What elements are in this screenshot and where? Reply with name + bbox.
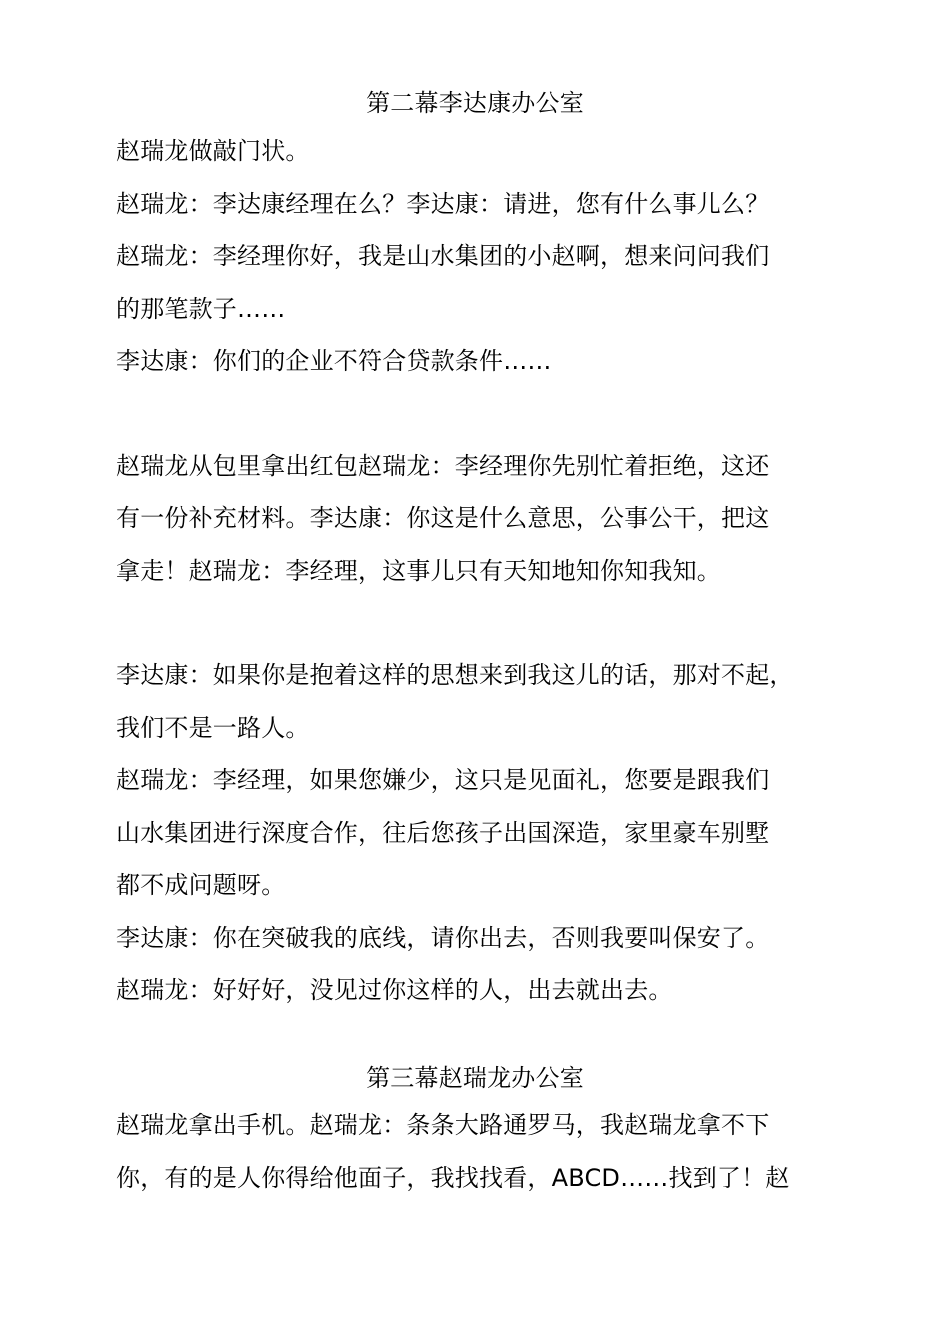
- script-line: 拿走！赵瑞龙：李经理，这事儿只有天知地知你知我知。: [116, 557, 721, 585]
- script-line: 你，有的是人你得给他面子，我找找看，ABCD……找到了！赵: [116, 1164, 790, 1192]
- script-line: 赵瑞龙做敲门状。: [116, 137, 310, 165]
- script-line: 赵瑞龙：李经理，如果您嫌少，这只是见面礼，您要是跟我们: [116, 766, 770, 794]
- script-line: 赵瑞龙：好好好，没见过你这样的人，出去就出去。: [116, 976, 673, 1004]
- scene-3-heading: 第三幕赵瑞龙办公室: [366, 1064, 584, 1092]
- script-line: 李达康：如果你是抱着这样的思想来到我这儿的话，那对不起，: [116, 661, 794, 689]
- script-line: 赵瑞龙从包里拿出红包赵瑞龙：李经理你先别忙着拒绝，这还: [116, 452, 770, 480]
- script-line: 李达康：你在突破我的底线，请你出去，否则我要叫保安了。: [116, 924, 770, 952]
- script-line: 赵瑞龙：李达康经理在么？李达康：请进，您有什么事儿么？: [116, 190, 770, 218]
- script-line: 赵瑞龙拿出手机。赵瑞龙：条条大路通罗马，我赵瑞龙拿不下: [116, 1111, 770, 1139]
- script-line: 山水集团进行深度合作，往后您孩子出国深造，家里豪车别墅: [116, 819, 770, 847]
- script-line: 有一份补充材料。李达康：你这是什么意思，公事公干，把这: [116, 504, 770, 532]
- script-line: 的那笔款子……: [116, 295, 286, 323]
- script-line: 我们不是一路人。: [116, 714, 310, 742]
- script-line: 都不成问题呀。: [116, 871, 286, 899]
- script-line: 赵瑞龙：李经理你好，我是山水集团的小赵啊，想来问问我们: [116, 242, 770, 270]
- script-line: 李达康：你们的企业不符合贷款条件……: [116, 347, 552, 375]
- scene-2-heading: 第二幕李达康办公室: [366, 89, 584, 117]
